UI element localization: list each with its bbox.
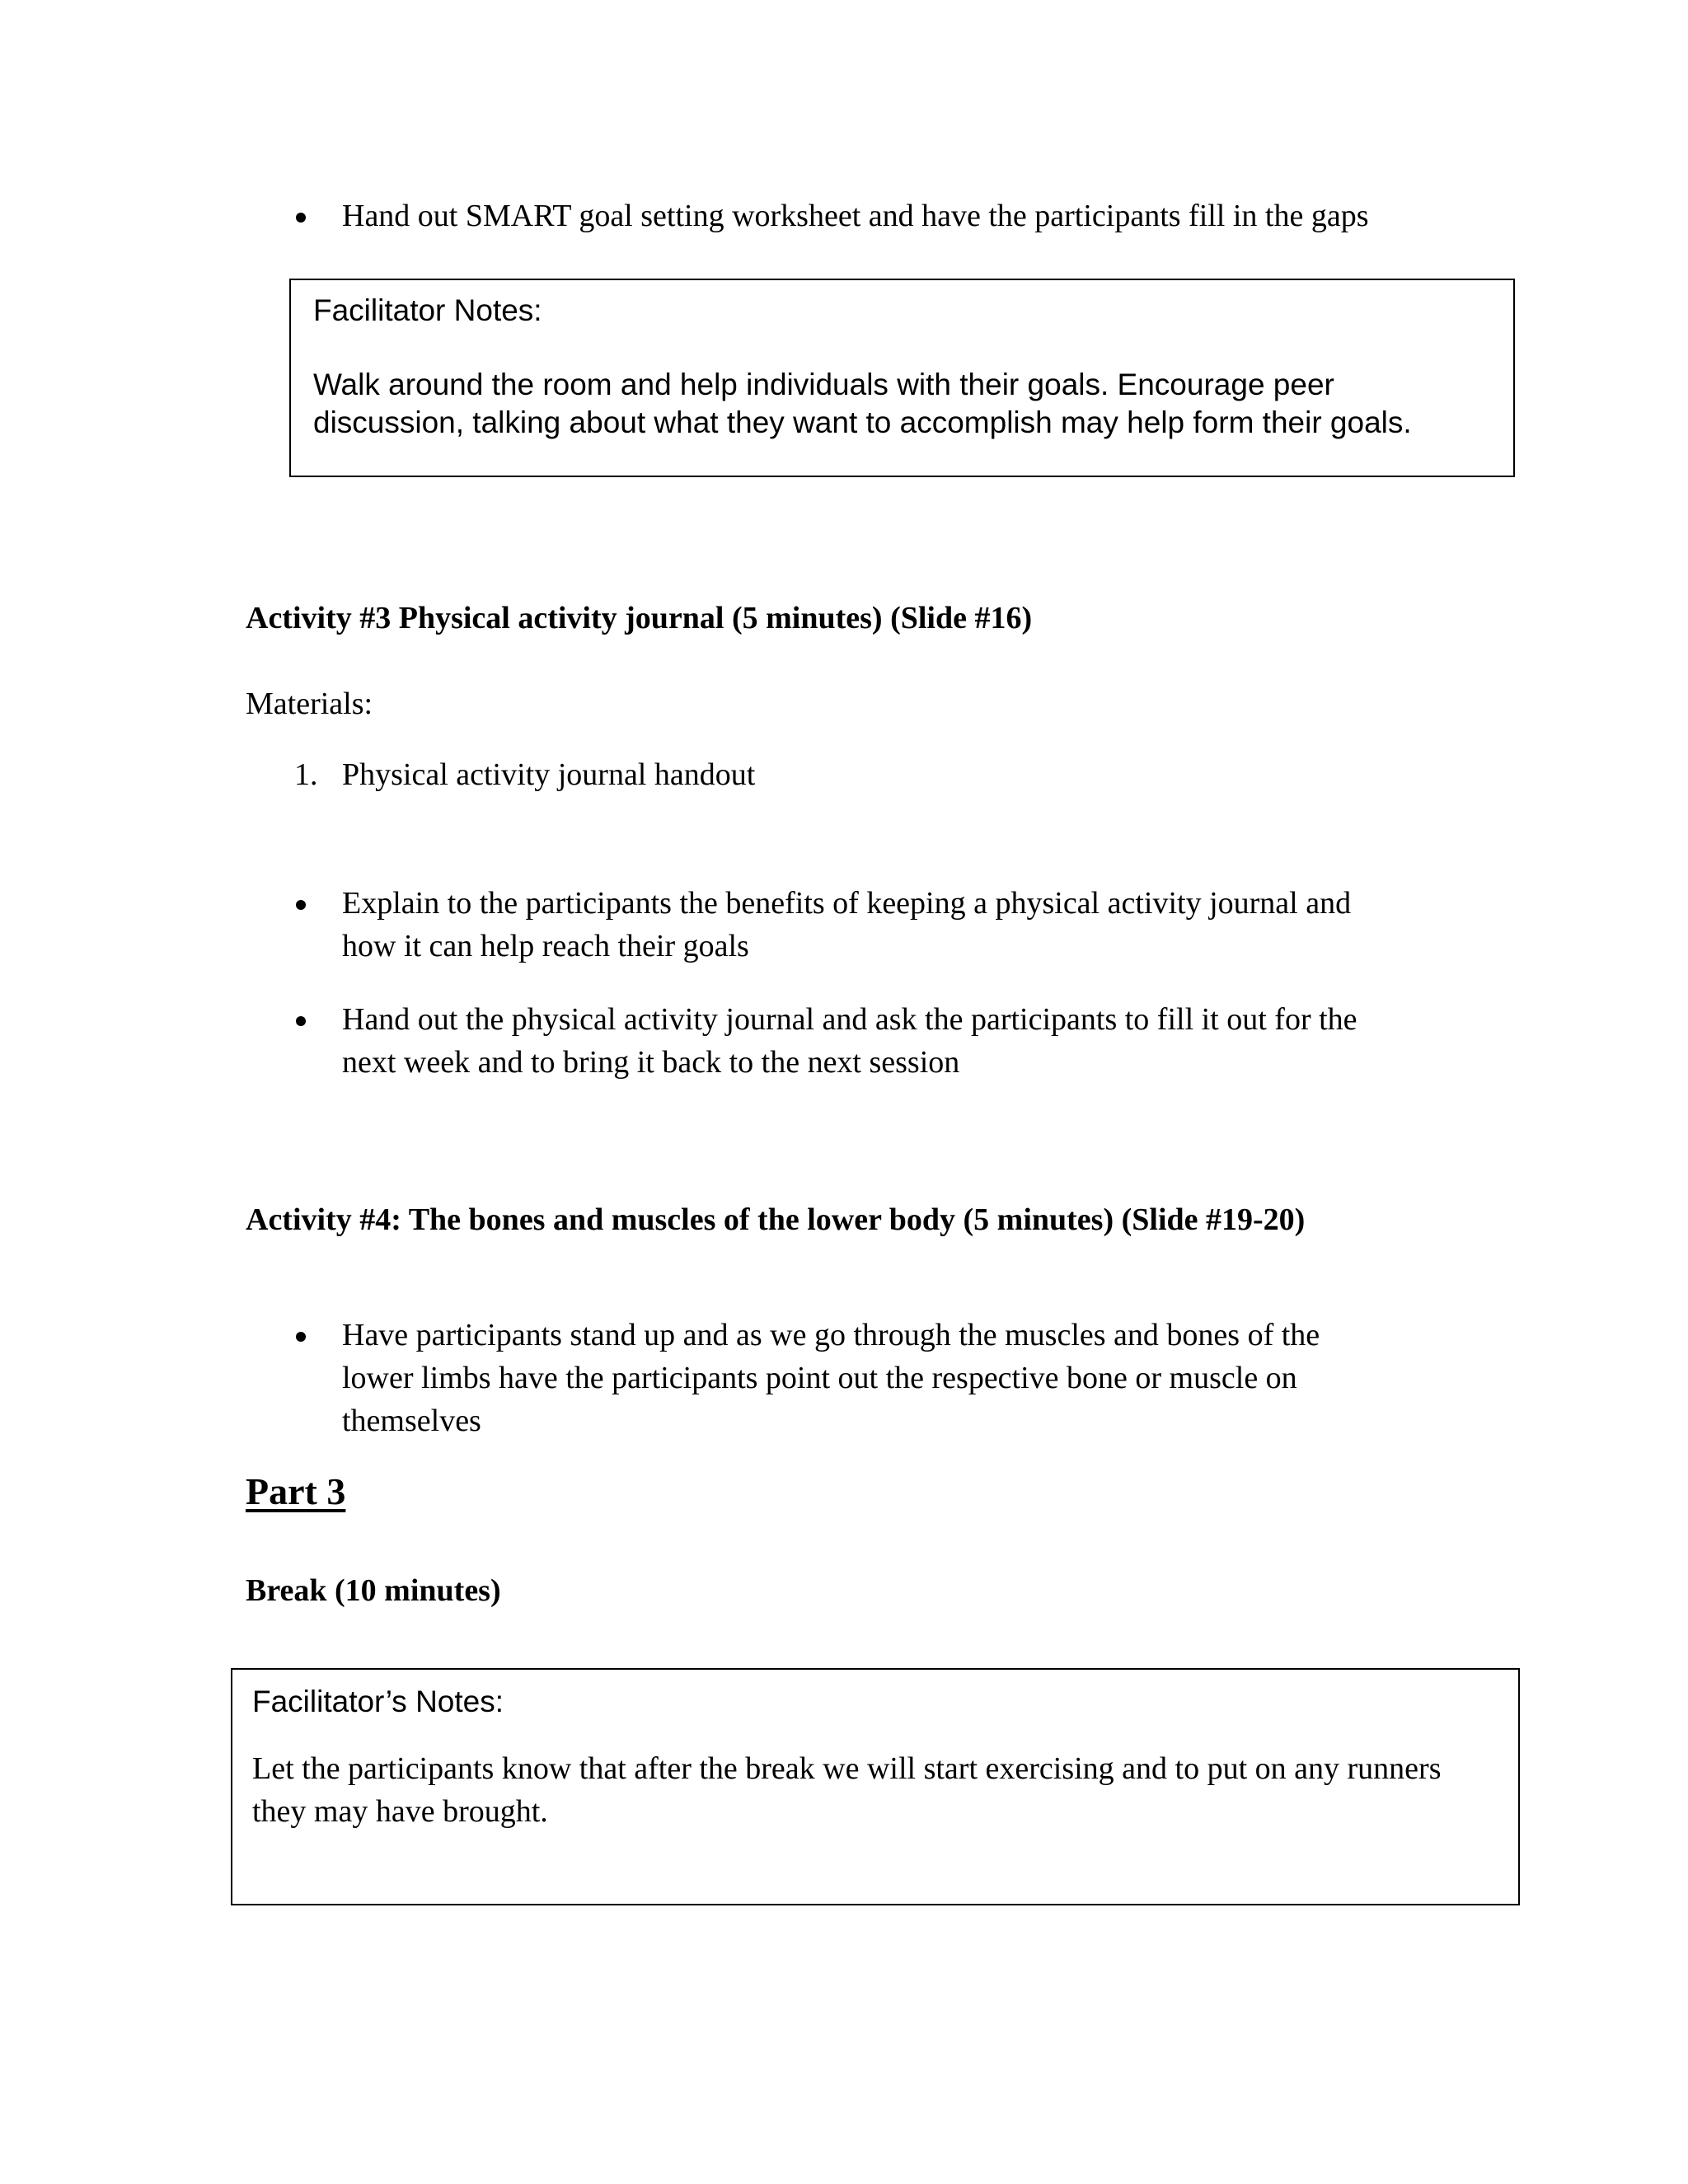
facilitator-notes-box [289, 279, 1515, 477]
materials-label: Materials: [246, 687, 373, 721]
activity-3-bullet-2-line-1: Hand out the physical activity journal and ask the participants to fill it out for the [342, 1002, 1357, 1037]
bullet-icon [296, 1016, 306, 1026]
bullet-icon [296, 213, 306, 223]
activity-3-bullet-1-line-2: how it can help reach their goals [342, 929, 749, 963]
facilitator-notes-line-2: discussion, talking about what they want to accomplish may help form their goals. [313, 405, 1412, 439]
activity-4-heading: Activity #4: The bones and muscles of the lower body (5 minutes) (Slide #19-20) [246, 1202, 1306, 1237]
materials-item-text: Physical activity journal handout [342, 757, 756, 792]
bullet-icon [296, 900, 306, 910]
materials-item-number: 1. [294, 757, 318, 792]
activity-3-heading: Activity #3 Physical activity journal (5 minutes) (Slide #16) [246, 601, 1033, 635]
facilitators-notes-line-2: they may have brought. [252, 1794, 548, 1829]
bullet-icon [296, 1332, 306, 1342]
activity-3-bullet-2-line-2: next week and to bring it back to the next session [342, 1045, 960, 1080]
smart-goal-bullet: Hand out SMART goal setting worksheet and have the participants fill in the gaps [342, 199, 1369, 233]
activity-4-bullet-line-3: themselves [342, 1404, 481, 1438]
activity-3-bullet-1-line-1: Explain to the participants the benefits of keeping a physical activity journal and [342, 886, 1352, 921]
facilitators-notes-line-1: Let the participants know that after the break we will start exercising and to put on any runners [252, 1751, 1442, 1786]
activity-4-bullet-line-2: lower limbs have the participants point out the respective bone or muscle on [342, 1361, 1297, 1395]
activity-4-bullet-line-1: Have participants stand up and as we go through the muscles and bones of the [342, 1318, 1320, 1352]
facilitator-notes-title: Facilitator Notes: [313, 293, 542, 327]
facilitators-notes-box [231, 1668, 1520, 1905]
break-heading: Break (10 minutes) [246, 1573, 501, 1608]
facilitator-notes-line-1: Walk around the room and help individuals with their goals. Encourage peer [313, 368, 1334, 401]
facilitators-notes-title: Facilitator’s Notes: [252, 1685, 504, 1718]
part-3-title: Part 3 [246, 1470, 346, 1512]
